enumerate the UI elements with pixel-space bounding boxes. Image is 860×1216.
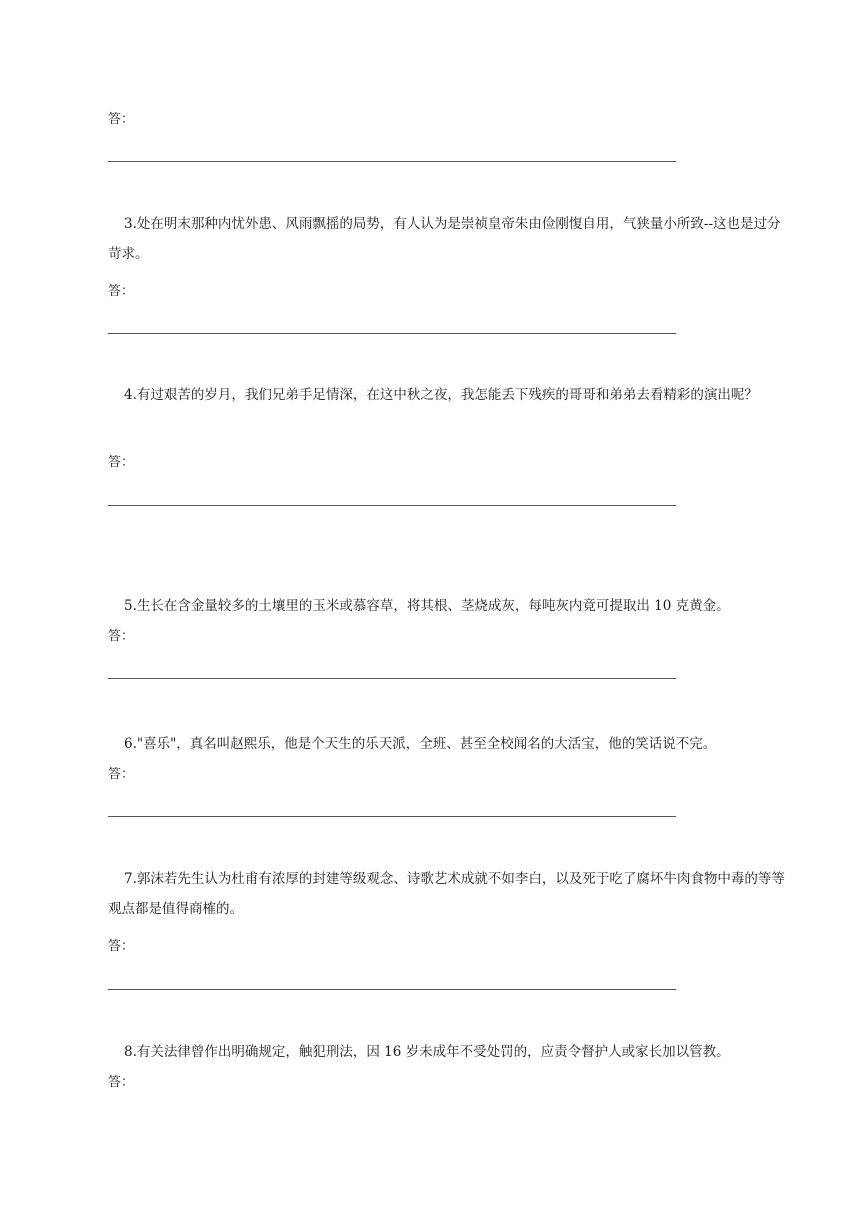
question-7 [108,864,788,924]
answer-line-5[interactable] [108,678,676,679]
question-3-text: 处在明末那种内忧外患、风雨飘摇的局势，有人认为是崇祯皇帝朱由俭刚愎自用，气狭量小所致--这也是过分苛求。 [108,216,781,262]
question-3-number: 3. [124,216,137,232]
answer-label-2: 答： [108,112,135,127]
question-5-number: 5. [124,598,137,614]
question-5 [108,591,788,621]
answer-label-7: 答： [108,939,135,954]
question-8-text: 有关法律曾作出明确规定，触犯刑法，因 16 岁未成年不受处罚的，应责令督护人或家长加以管教。 [136,1044,730,1060]
question-8 [108,1037,788,1067]
answer-label-8: 答： [108,1075,135,1090]
question-4-number: 4. [124,387,137,403]
answer-line-3[interactable] [108,333,676,334]
answer-label-6: 答： [108,767,135,782]
answer-label-4: 答： [108,455,135,470]
question-3 [108,209,788,269]
answer-line-7[interactable] [108,989,676,990]
question-8-number: 8. [124,1044,137,1060]
answer-label-5: 答： [108,629,135,644]
answer-line-6[interactable] [108,816,676,817]
question-6-number: 6. [124,736,137,752]
question-5-text: 生长在含金量较多的土壤里的玉米或慕容草，将其根、茎烧成灰，每吨灰内竟可提取出 10 克黄金。 [136,598,730,614]
question-6-text: "喜乐"，真名叫赵熙乐，他是个天生的乐天派，全班、甚至全校闻名的大活宝，他的笑话说不完。 [136,736,717,752]
question-7-number: 7. [124,871,137,887]
answer-line-4[interactable] [108,505,676,506]
question-7-text: 郭沫若先生认为杜甫有浓厚的封建等级观念、诗歌艺术成就不如李白，以及死于吃了腐坏牛肉食物中毒的等等观点都是值得商榷的。 [108,871,785,917]
question-4-text: 有过艰苦的岁月，我们兄弟手足情深，在这中秋之夜，我怎能丢下残疾的哥哥和弟弟去看精彩的演出呢？ [136,387,758,403]
question-4 [108,380,788,410]
answer-line-2[interactable] [108,161,676,162]
answer-label-3: 答： [108,284,135,299]
question-6 [108,729,788,759]
